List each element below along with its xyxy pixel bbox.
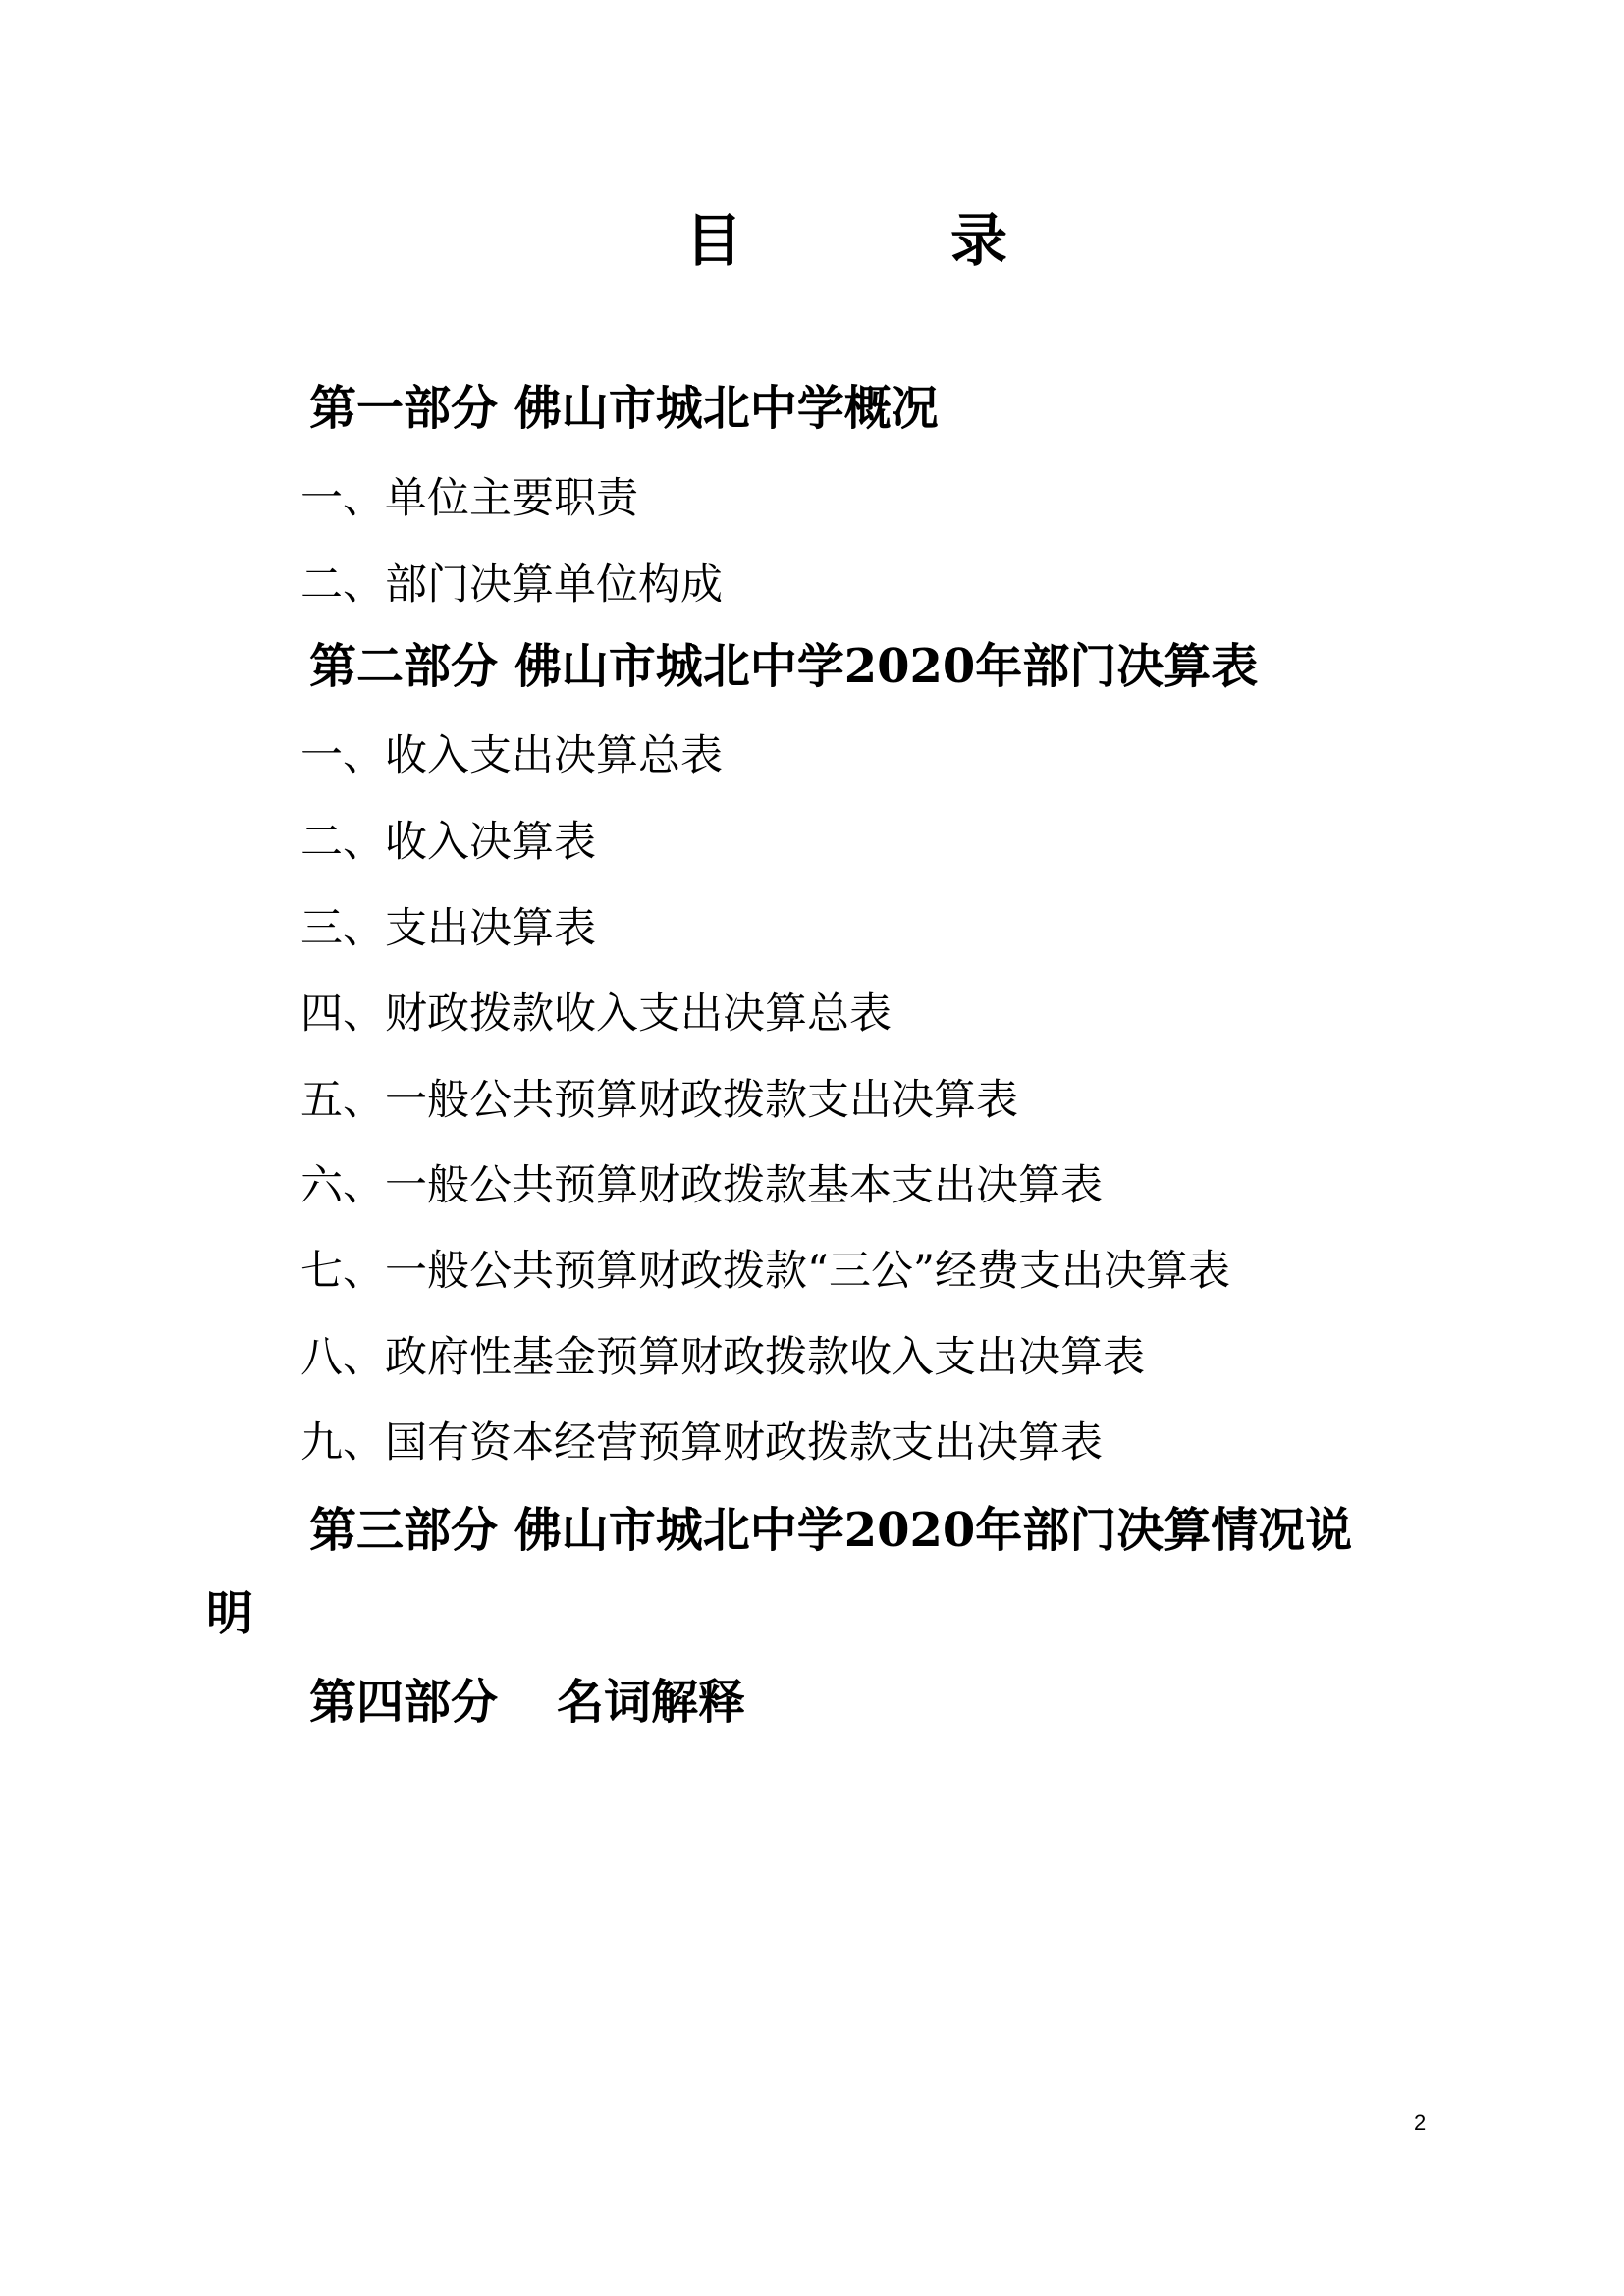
toc-part-2-item-1: 一、收入支出决算总表: [300, 731, 723, 780]
toc-part-2-item-6: 六、一般公共预算财政拨款基本支出决算表: [300, 1161, 1103, 1210]
toc-part-4-name: 名词解释: [557, 1675, 746, 1730]
toc-part-1-heading: 第一部分 佛山市城北中学概况: [309, 381, 939, 436]
toc-part-2-item-3: 三、支出决算表: [300, 904, 596, 953]
toc-part-2-heading: 第二部分 佛山市城北中学2020年部门决算表: [309, 639, 1259, 694]
toc-part-2-item-5: 五、一般公共预算财政拨款支出决算表: [300, 1076, 1018, 1125]
toc-part-2-item-4: 四、财政拨款收入支出决算总表: [300, 989, 892, 1039]
toc-part-1-item-2: 二、部门决算单位构成: [300, 561, 723, 610]
toc-part-2-item-2: 二、收入决算表: [300, 818, 596, 867]
toc-part-3-heading-continued: 明: [206, 1586, 254, 1641]
toc-part-1-item-1: 一、单位主要职责: [300, 474, 638, 523]
toc-part-2-item-7: 七、一般公共预算财政拨款“三公”经费支出决算表: [300, 1247, 1230, 1296]
toc-part-2-item-8: 八、政府性基金预算财政拨款收入支出决算表: [300, 1333, 1145, 1382]
toc-part-4-label: 第四部分: [309, 1675, 499, 1730]
page-number: 2: [1414, 2110, 1427, 2135]
toc-title-char-2: 录: [950, 207, 1008, 274]
toc-title-char-1: 目: [685, 207, 743, 274]
toc-title: [0, 196, 1624, 285]
toc-part-2-item-9: 九、国有资本经营预算财政拨款支出决算表: [300, 1418, 1103, 1468]
toc-part-3-heading: 第三部分 佛山市城北中学2020年部门决算情况说: [309, 1503, 1353, 1558]
toc-part-4-heading: [309, 1675, 746, 1730]
